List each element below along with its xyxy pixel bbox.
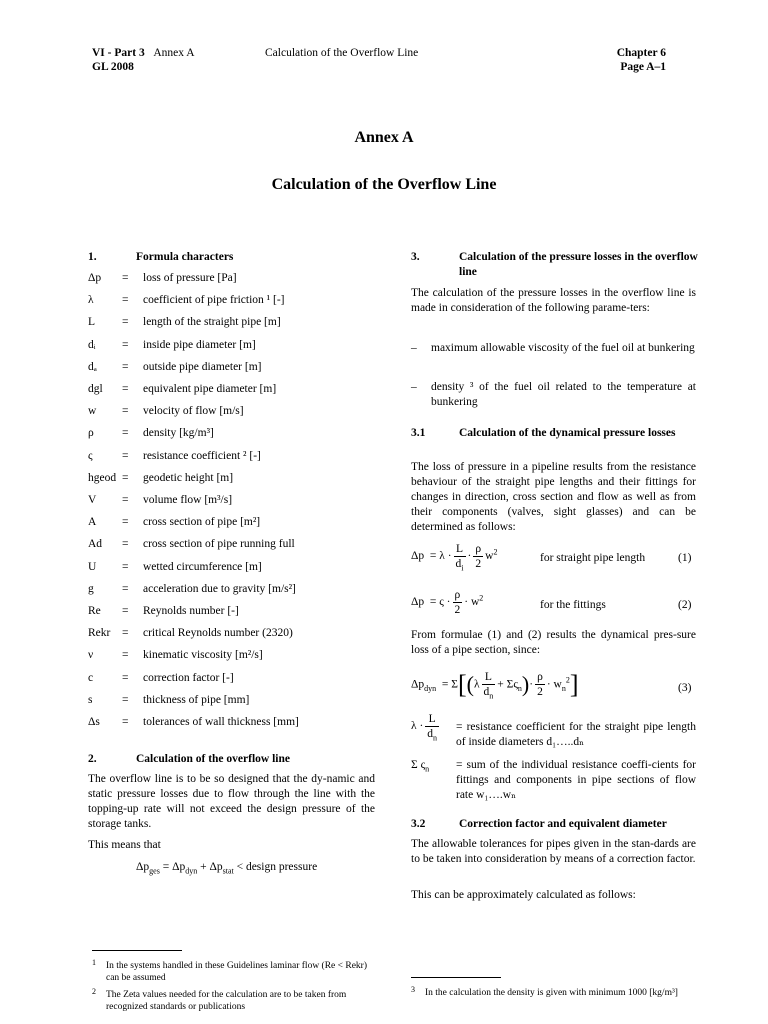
formula-symbol: Rekr [88,627,111,640]
formula-description: correction factor [-] [143,671,234,684]
definition-2-text: = sum of the individual resistance coeffi-cients for fittings and components in pipe sections of flow rate w₁….wₙ [456,759,696,801]
equation-2-label: for the fittings [540,599,606,611]
formula-symbol: g [88,582,94,595]
section-2-means: This means that [88,839,161,851]
equals-sign: = [122,560,129,573]
equals-sign: = [122,716,129,728]
formula-character-row [88,604,388,622]
formula-description: kinematic viscosity [m²/s] [143,649,263,662]
doc-title-annex: Annex A [354,129,414,146]
formula-symbol: ς [88,449,93,462]
definition-1-text: = resistance coefficient for the straight pipe length of inside diameters d₁…..dₙ [456,721,696,748]
formula-description: length of the straight pipe [m] [143,316,281,329]
section-1-heading: 1. Formula characters [88,251,234,263]
formula-symbol: λ [88,294,94,307]
formula-description: acceleration due to gravity [m/s²] [143,582,296,595]
formula-symbol: s [88,693,93,706]
equals-sign: = [122,516,129,529]
definition-2-symbol: Σ $\varsigma_n$ [411,759,430,774]
formula-description: volume flow [m³/s] [143,494,233,506]
equals-sign: = [122,671,129,684]
formula-description: loss of pressure [Pa] [143,272,237,284]
equals-sign: = [122,627,129,640]
header-chapter: Chapter 6 [616,47,666,59]
section-3-2-paragraph-2: This can be approximately calculated as follows: [411,889,636,901]
formula-character-row [88,426,388,444]
formula-description: thickness of pipe [mm] [143,693,250,706]
formula-description: Reynolds number [-] [143,605,239,617]
formula-symbol: hgeod [88,471,117,484]
equals-sign: = [122,294,129,307]
formula-character-row [88,315,388,333]
formula-character-row [88,582,388,600]
formula-description: equivalent pipe diameter [m] [143,383,277,395]
equals-sign: = [122,338,129,351]
footnote-rule-right [411,977,501,978]
bullet-viscosity: – maximum allowable viscosity of the fuel oil at bunkering [411,342,695,354]
equals-sign: = [122,693,129,706]
footnote-1: 1 In the systems handled in these Guidelines laminar flow (Re < Rekr) can be assumed [92,958,368,983]
section-2-paragraph: The overflow line is to be so designed that the dy-namic and static pressure losses due to flow through the line with the topping-up rate will not exceed the design pressure of the storage tanks. [88,773,375,830]
formula-character-row [88,404,388,422]
equation-3: $\Delta p_{dyn} = \Sigma[(\lambda$ $\frac{L}{d_n}$ + $\Sigma\varsigma_n)\cdot$ $\frac{\rho}{2}$ · $w_n^2$] [411,670,579,701]
header-title: Calculation of the Overflow Line [265,47,419,59]
formula-character-row [88,449,388,467]
formula-character-row [88,515,388,533]
equation-1-number: (1) [678,552,692,564]
equals-sign: = [122,383,129,395]
header-part: VI - Part 3 [92,47,145,59]
equals-sign: = [122,649,129,662]
footnote-rule-left [92,950,182,951]
header-left [92,46,195,74]
section-3-1-paragraph-2: From formulae (1) and (2) results the dynamical pres-sure loss of a pipe section, since: [411,629,696,656]
formula-description: geodetic height [m] [143,471,234,484]
section-2-heading: 2. Calculation of the overflow line [88,753,290,765]
formula-character-row [88,493,388,511]
formula-description: critical Reynolds number (2320) [143,627,293,640]
formula-description: velocity of flow [m/s] [143,405,244,418]
formula-symbol: ν [88,649,94,662]
equals-sign: = [122,316,129,329]
formula-symbol: Ad [88,538,103,551]
formula-character-row [88,715,388,733]
formula-symbol: dₐ [88,360,97,373]
total-pressure-formula: $\Delta p_{ges} = \Delta p_{dyn} + \Delta p_{stat}$ < design pressure [136,861,318,876]
formula-symbol: Δs [88,716,100,728]
formula-character-row [88,671,388,689]
formula-character-row [88,537,388,555]
equals-sign: = [122,272,129,284]
formula-symbol: L [88,316,96,329]
equation-2: Δp = ς · $\frac{\rho}{2}$ · $w^2$ [411,589,484,616]
section-3-paragraph: The calculation of the pressure losses in the overflow line is made in consideration of the following parame-ters: [411,287,696,314]
section-3-1-paragraph: The loss of pressure in a pipeline results from the resistance behaviour of the straight pipe lengths and their fittings for changes in direction, cross section and flow as well as from their components (valves, sight glasses) and can be determined as follows: [411,461,696,533]
formula-symbol: w [88,405,97,418]
formula-character-row [88,648,388,666]
header-page: Page A–1 [620,61,666,73]
equation-1: Δp = λ · $\frac{L}{d_i}$ · $\frac{\rho}{2}$ $w^2$ [411,543,498,573]
header-right [617,46,666,74]
definition-1-symbol: λ · $\frac{L}{d_n}$ [411,713,438,743]
formula-symbol: c [88,671,94,684]
equals-sign: = [122,538,129,551]
formula-description: wetted circumference [m] [143,560,262,573]
section-3-2-paragraph: The allowable tolerances for pipes given in the stan-dards are to be taken into consideration by means of a correction factor. [411,838,696,865]
footnote-3: 3 In the calculation the density is given with minimum 1000 [kg/m³] [411,985,678,998]
equals-sign: = [122,427,129,440]
equals-sign: = [122,405,129,418]
formula-symbol: Re [88,605,101,617]
formula-character-row [88,382,388,400]
equation-1-label: for straight pipe length [540,552,646,564]
formula-description: density [kg/m³] [143,427,214,440]
formula-description: coefficient of pipe friction ¹ [-] [143,294,285,307]
formula-symbol: dgl [88,383,103,395]
section-3-2-heading: 3.2 Correction factor and equivalent diameter [411,818,667,830]
formula-description: resistance coefficient ² [-] [143,449,261,462]
formula-symbol: ρ [88,427,94,440]
equals-sign: = [122,360,129,373]
header-annex: Annex A [153,47,195,59]
formula-description: cross section of pipe running full [143,538,295,551]
equals-sign: = [122,471,129,484]
section-3-heading: 3. Calculation of the pressure losses in the overflow line [411,251,698,278]
doc-title-main: Calculation of the Overflow Line [271,176,497,193]
formula-character-row [88,560,388,578]
formula-character-row [88,271,388,289]
bullet-density: – density ³ of the fuel oil related to the temperature at bunkering [411,381,696,408]
formula-description: inside pipe diameter [m] [143,338,256,351]
formula-character-row [88,360,388,378]
formula-symbol: A [88,516,97,529]
equation-2-number: (2) [678,599,692,611]
equals-sign: = [122,494,129,506]
formula-character-row [88,293,388,311]
equals-sign: = [122,582,129,595]
formula-symbol: V [88,494,97,506]
formula-character-row [88,626,388,644]
formula-symbol: Δp [88,272,102,284]
formula-description: cross section of pipe [m²] [143,516,261,529]
equation-3-number: (3) [678,682,692,694]
formula-description: outside pipe diameter [m] [143,360,262,373]
equals-sign: = [122,605,129,617]
section-3-1-heading: 3.1 Calculation of the dynamical pressure losses [411,427,676,439]
formula-character-row [88,471,388,489]
header-gl: GL 2008 [92,61,134,73]
formula-character-row [88,338,388,356]
formula-description: tolerances of wall thickness [mm] [143,716,299,728]
formula-symbol: U [88,560,97,573]
equals-sign: = [122,449,129,462]
footnote-2: 2 The Zeta values needed for the calculation are to be taken from recognized standards or publications [92,987,347,1012]
formula-character-row [88,693,388,711]
formula-symbol: dᵢ [88,338,96,351]
